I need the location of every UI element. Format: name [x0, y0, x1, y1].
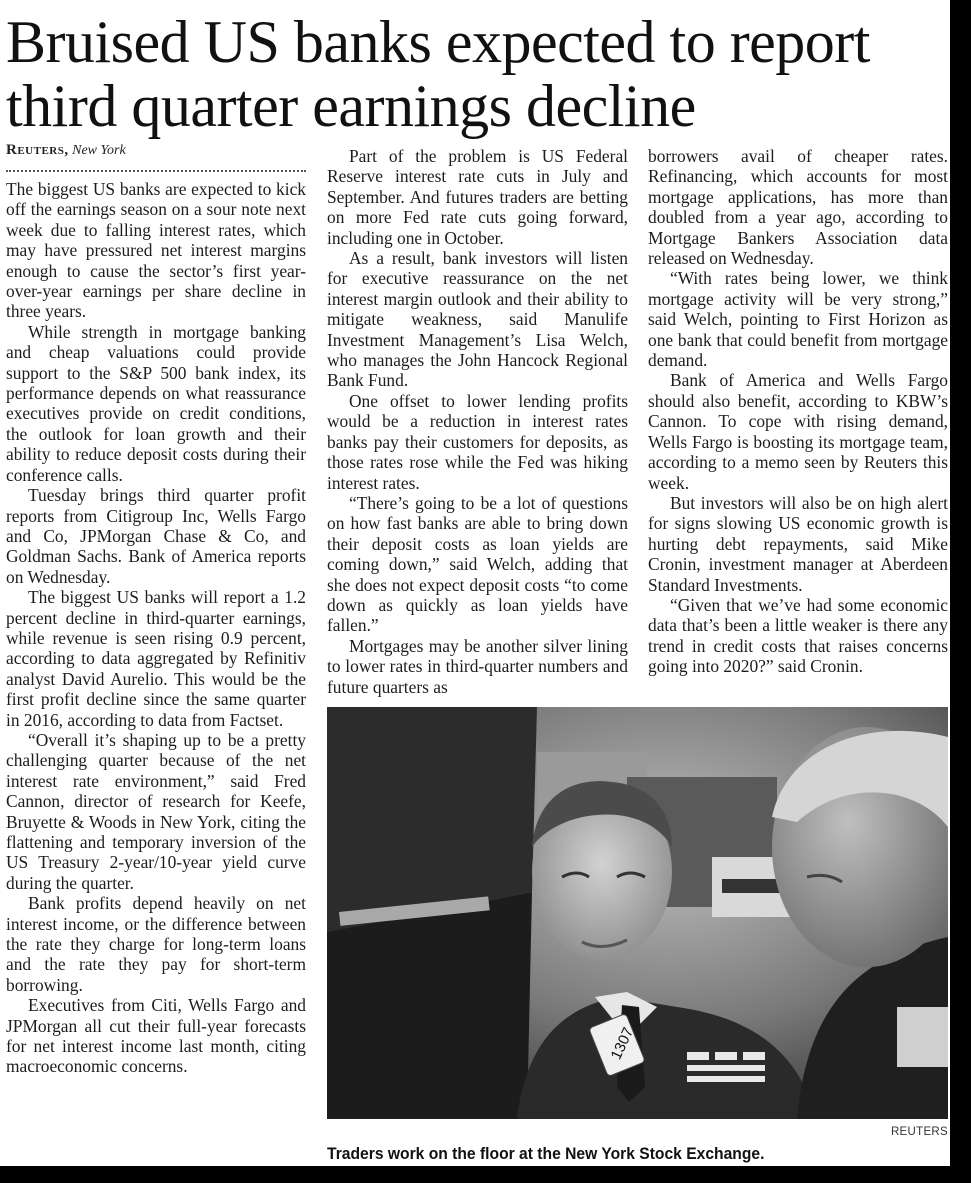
paragraph: The biggest US banks will report a 1.2 percent decline in third-quarter earnings, while revenue is seen rising 0.9 percent, according to data aggregated by Refinitiv analyst David Aurelio. This would be the first profit decline since the same quarter in 2016, according to data from Factset. [6, 587, 306, 730]
paragraph: Tuesday brings third quarter profit reports from Citigroup Inc, Wells Fargo and Co, JPMorgan Chase & Co, and Goldman Sachs. Bank of America reports on Wednesday. [6, 485, 306, 587]
traders-illustration [327, 707, 948, 1119]
photo-caption: Traders work on the floor at the New York Stock Exchange. [327, 1144, 765, 1163]
byline [6, 142, 126, 159]
paragraph: “There’s going to be a lot of questions on how fast banks are able to bring down their deposit costs as loan yields are coming down,” said Welch, adding that she does not expect deposit costs “to come down as quickly as loan yields have fallen.” [327, 492, 628, 636]
paragraph: Executives from Citi, Wells Fargo and JPMorgan all cut their full-year forecasts for net interest income last month, citing macroeconomic concerns. [6, 995, 306, 1077]
article-column-1 [6, 179, 306, 1077]
paragraph: While strength in mortgage banking and cheap valuations could provide support to the S&P 500 bank index, its performance depends on what reassurance executives provide on credit conditions, the outlook for loan growth and their ability to reduce deposit costs during their conference calls. [6, 321, 306, 485]
photo-credit: REUTERS [890, 1126, 948, 1138]
paragraph: “Overall it’s shaping up to be a pretty challenging quarter because of the net interest rate environment,” said Fred Cannon, director of research for Keefe, Bruyette & Woods in New York, citing the flattening and temporary inversion of the US Treasury 2-year/10-year yield curve during the quarter. [6, 729, 306, 893]
paragraph: borrowers avail of cheaper rates. Refinancing, which accounts for most mortgage applications, has more than doubled from a year ago, according to Mortgage Bankers Association data released on Wednesday. [648, 146, 948, 269]
paragraph: Part of the problem is US Federal Reserve interest rate cuts in July and September. And futures traders are betting on more Fed rate cuts going forward, including one in October. [327, 146, 628, 248]
paragraph: Mortgages may be another silver lining to lower rates in third-quarter numbers and future quarters as [327, 635, 628, 697]
paragraph: One offset to lower lending profits would be a reduction in interest rates banks pay their customers for deposits, as those rates rose while the Fed was hiking interest rates. [327, 390, 628, 493]
page-border-bottom [0, 1166, 971, 1183]
article-column-3 [648, 146, 948, 677]
paragraph: Bank of America and Wells Fargo should also benefit, according to KBW’s Cannon. To cope with rising demand, Wells Fargo is boosting its mortgage team, according to a memo seen by Reuters this week. [648, 370, 948, 493]
byline-divider [6, 170, 306, 172]
news-photo [327, 707, 948, 1119]
badge-number: 1307 [607, 1024, 638, 1063]
byline-agency: Reuters, [6, 142, 69, 158]
page-border-right [950, 0, 971, 1183]
paragraph: The biggest US banks are expected to kick off the earnings season on a sour note next week due to falling interest rates, which may have pressured net interest margins enough to cause the sector’s first year-over-year earnings per share decline in three years. [6, 179, 306, 322]
byline-place: New York [72, 143, 126, 158]
paragraph: Bank profits depend heavily on net interest income, or the difference between the rate they charge for long-term loans and the rate they pay for short-term borrowing. [6, 893, 306, 995]
paragraph: “With rates being lower, we think mortgage activity will be very strong,” said Welch, pointing to First Horizon as one bank that could benefit from mortgage demand. [648, 268, 948, 371]
headline: Bruised US banks expected to report third quarter earnings decline [6, 9, 870, 139]
paragraph: But investors will also be on high alert for signs slowing US economic growth is hurting debt repayments, said Mike Cronin, investment manager at Aberdeen Standard Investments. [648, 492, 948, 595]
paragraph: As a result, bank investors will listen for executive reassurance on the net interest margin outlook and their ability to mitigate weakness, said Manulife Investment Management’s Lisa Welch, who manages the John Hancock Regional Bank Fund. [327, 248, 628, 391]
paragraph: “Given that we’ve had some economic data that’s been a little weaker is there any trend in credit costs that raises concerns going into 2020?” said Cronin. [648, 594, 948, 677]
article-column-2 [327, 146, 628, 697]
